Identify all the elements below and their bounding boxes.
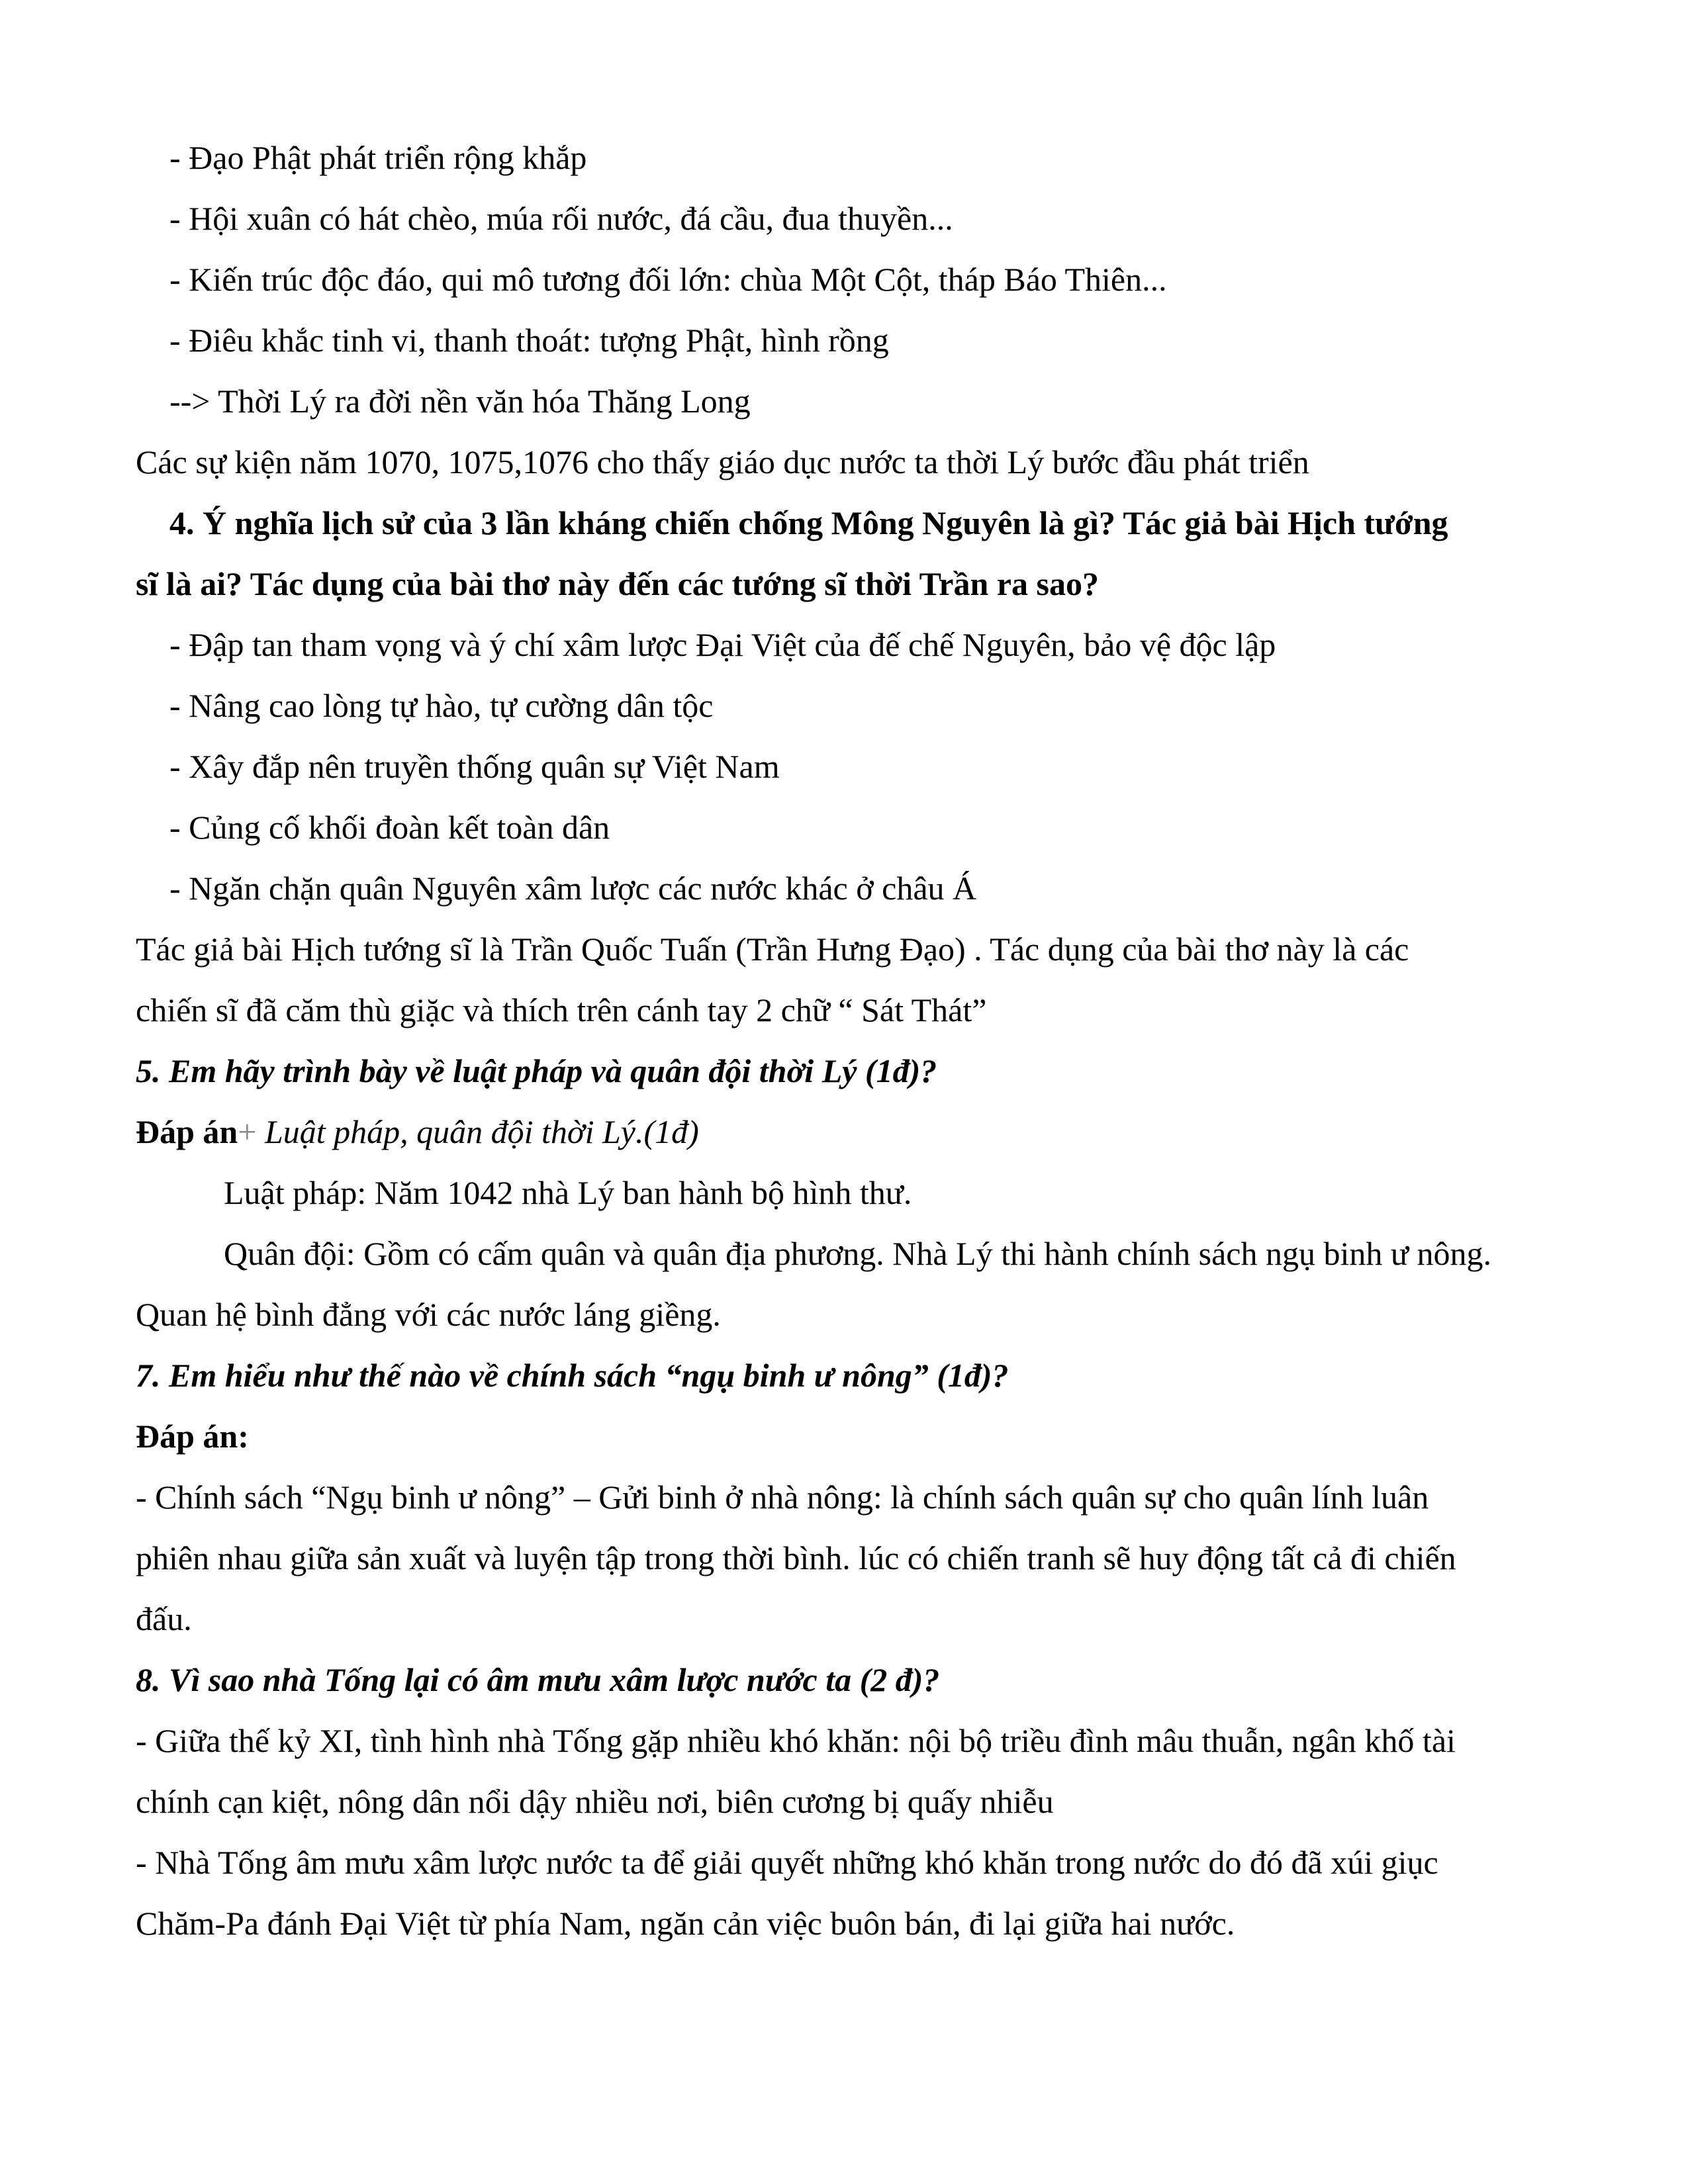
q5-army-line-1: Quân đội: Gồm có cấm quân và quân địa phương. Nhà Lý thi hành chính sách ngụ binh ư nông. (224, 1235, 1491, 1272)
education-note: Các sự kiện năm 1070, 1075,1076 cho thấy giáo dục nước ta thời Lý bước đầu phát triển (136, 443, 1309, 480)
q4-bullet-3: - Xây đắp nên truyền thống quân sự Việt Nam (169, 748, 780, 785)
q7-answer-line-3: đấu. (136, 1600, 192, 1637)
q4-answer-line-2: chiến sĩ đã căm thù giặc và thích trên cánh tay 2 chữ “ Sát Thát” (136, 991, 987, 1028)
culture-bullet-architecture: - Kiến trúc độc đáo, qui mô tương đối lớn: chùa Một Cột, tháp Báo Thiên... (169, 261, 1167, 298)
q4-bullet-5: - Ngăn chặn quân Nguyên xâm lược các nước khác ở châu Á (169, 870, 977, 907)
question-8: 8. Vì sao nhà Tống lại có âm mưu xâm lược nước ta (2 đ)? (136, 1661, 940, 1698)
q7-answer-line-2: phiên nhau giữa sản xuất và luyện tập trong thời bình. lúc có chiến tranh sẽ huy động tất cả đi chiến (136, 1539, 1456, 1576)
question-7: 7. Em hiểu như thế nào về chính sách “ngụ binh ư nông” (1đ)? (136, 1357, 1009, 1394)
q8-point-2-line-1: - Nhà Tống âm mưu xâm lược nước ta để giải quyết những khó khăn trong nước do đó đã xúi giục (136, 1844, 1438, 1881)
q4-bullet-1: - Đập tan tham vọng và ý chí xâm lược Đại Việt của đế chế Nguyên, bảo vệ độc lập (169, 626, 1276, 663)
culture-bullet-sculpture: - Điêu khắc tinh vi, thanh thoát: tượng Phật, hình rồng (169, 322, 889, 359)
q8-point-1-line-2: chính cạn kiệt, nông dân nổi dậy nhiều nơi, biên cương bị quấy nhiễu (136, 1783, 1054, 1820)
q8-point-1-line-1: - Giữa thế kỷ XI, tình hình nhà Tống gặp nhiều khó khăn: nội bộ triều đình mâu thuẫn, ngân khố tài (136, 1722, 1456, 1759)
question-4-line-2: sĩ là ai? Tác dụng của bài thơ này đến các tướng sĩ thời Trần ra sao? (136, 565, 1099, 602)
question-5: 5. Em hãy trình bày về luật pháp và quân đội thời Lý (1đ)? (136, 1052, 937, 1089)
answer-plus: + (238, 1113, 257, 1150)
question-4-line-1: 4. Ý nghĩa lịch sử của 3 lần kháng chiến chống Mông Nguyên là gì? Tác giả bài Hịch tướng (169, 504, 1448, 541)
answer-label: Đáp án (136, 1113, 238, 1150)
culture-bullet-spring-festival: - Hội xuân có hát chèo, múa rối nước, đá cầu, đua thuyền... (169, 200, 953, 237)
q5-army-line-2: Quan hệ bình đẳng với các nước láng giềng. (136, 1296, 721, 1333)
q5-answer-heading (136, 1112, 699, 1152)
q4-bullet-4: - Củng cố khối đoàn kết toàn dân (169, 809, 610, 846)
culture-conclusion: --> Thời Lý ra đời nền văn hóa Thăng Long (169, 383, 751, 420)
culture-bullet-buddhism: - Đạo Phật phát triển rộng khắp (169, 139, 587, 176)
q8-point-2-line-2: Chăm-Pa đánh Đại Việt từ phía Nam, ngăn cản việc buôn bán, đi lại giữa hai nước. (136, 1905, 1235, 1942)
q7-answer-label: Đáp án: (136, 1418, 249, 1455)
answer-subtitle: Luật pháp, quân đội thời Lý.(1đ) (256, 1113, 699, 1150)
q7-answer-line-1: - Chính sách “Ngụ binh ư nông” – Gửi binh ở nhà nông: là chính sách quân sự cho quân lính luân (136, 1479, 1429, 1516)
q4-bullet-2: - Nâng cao lòng tự hào, tự cường dân tộc (169, 687, 714, 724)
q5-law: Luật pháp: Năm 1042 nhà Lý ban hành bộ hình thư. (224, 1174, 912, 1211)
q4-answer-line-1: Tác giả bài Hịch tướng sĩ là Trần Quốc Tuấn (Trần Hưng Đạo) . Tác dụng của bài thơ này là các (136, 931, 1409, 968)
